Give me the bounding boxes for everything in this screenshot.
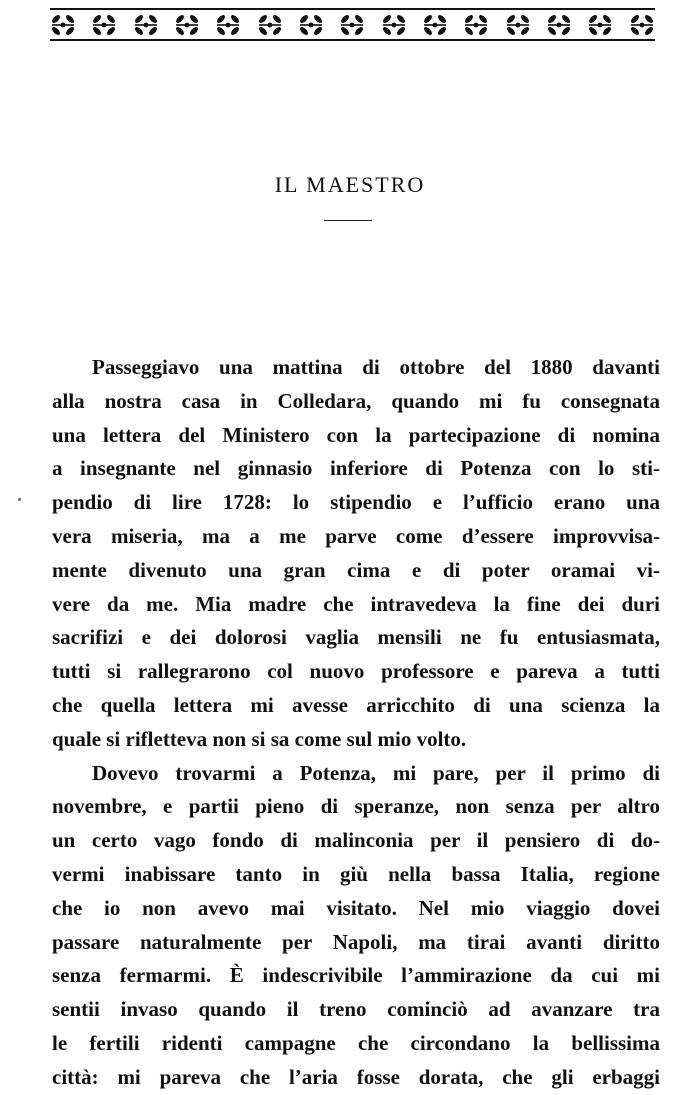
text-line: a insegnante nel ginnasio inferiore di Potenza con lo sti- bbox=[52, 456, 660, 481]
floral-cross-icon bbox=[629, 13, 655, 37]
text-line: vera miseria, ma a me parve come d’essere improvvisa- bbox=[52, 523, 660, 548]
text-line: tutti si rallegrarono col nuovo professore e pareva a tutti bbox=[52, 659, 660, 684]
text-line: senza fermarmi. È indescrivibile l’ammirazione da cui mi bbox=[52, 963, 660, 988]
text-line: novembre, e partii pieno di speranze, non senza per altro bbox=[52, 794, 660, 819]
text-line: quale si rifletteva non si sa come sul mio volto. bbox=[52, 726, 467, 751]
floral-cross-icon bbox=[463, 13, 489, 37]
floral-cross-icon bbox=[174, 13, 200, 37]
floral-cross-icon bbox=[339, 13, 365, 37]
text-line: che io non avevo mai visitato. Nel mio viaggio dovei bbox=[52, 895, 660, 920]
chapter-title: IL MAESTRO bbox=[274, 172, 426, 197]
floral-cross-icon bbox=[298, 13, 324, 37]
text-line: Passeggiavo una mattina di ottobre del 1880 davanti bbox=[92, 355, 660, 379]
text-line: una lettera del Ministero con la partecipazione di nomina bbox=[52, 422, 660, 447]
text-line: le fertili ridenti campagne che circondano la bellissima bbox=[52, 1030, 660, 1055]
header-ornament-band bbox=[50, 8, 655, 38]
text-line: Dovevo trovarmi a Potenza, mi pare, per il primo di bbox=[92, 760, 660, 785]
ornament-top-rule bbox=[50, 8, 655, 10]
floral-cross-icon bbox=[422, 13, 448, 37]
floral-cross-icon bbox=[587, 13, 613, 37]
floral-cross-icon bbox=[215, 13, 241, 37]
ornament-row bbox=[50, 13, 655, 37]
floral-cross-icon bbox=[50, 13, 76, 37]
floral-cross-icon bbox=[505, 13, 531, 37]
floral-cross-icon bbox=[91, 13, 117, 37]
floral-cross-icon bbox=[257, 13, 283, 37]
text-line: mente divenuto una gran cima e di poter oramai vi- bbox=[52, 557, 660, 582]
body-text bbox=[52, 351, 660, 1095]
text-line: vermi inabissare tanto in giù nella bassa Italia, regione bbox=[52, 861, 660, 886]
text-line: un certo vago fondo di malinconia per il pensiero di do- bbox=[52, 828, 660, 853]
ornament-bottom-rule bbox=[50, 39, 655, 41]
floral-cross-icon bbox=[381, 13, 407, 37]
text-line: vere da me. Mia madre che intravedeva la fine dei duri bbox=[52, 591, 660, 616]
text-line: alla nostra casa in Colledara, quando mi fu consegnata bbox=[52, 388, 660, 413]
text-line: sacrifizi e dei dolorosi vaglia mensili ne fu entusiasmata, bbox=[52, 625, 660, 650]
text-line: che quella lettera mi avesse arricchito di una scienza la bbox=[52, 692, 660, 717]
text-line: pendio di lire 1728: lo stipendio e l’ufficio erano una bbox=[52, 490, 660, 515]
text-line: sentii invaso quando il treno cominciò ad avanzare tra bbox=[52, 997, 660, 1022]
floral-cross-icon bbox=[546, 13, 572, 37]
text-line: città: mi pareva che l’aria fosse dorata, che gli erbaggi bbox=[52, 1064, 660, 1089]
floral-cross-icon bbox=[133, 13, 159, 37]
title-underline bbox=[324, 220, 372, 221]
text-line: passare naturalmente per Napoli, ma tirai avanti diritto bbox=[52, 929, 660, 954]
margin-speck bbox=[18, 498, 21, 501]
